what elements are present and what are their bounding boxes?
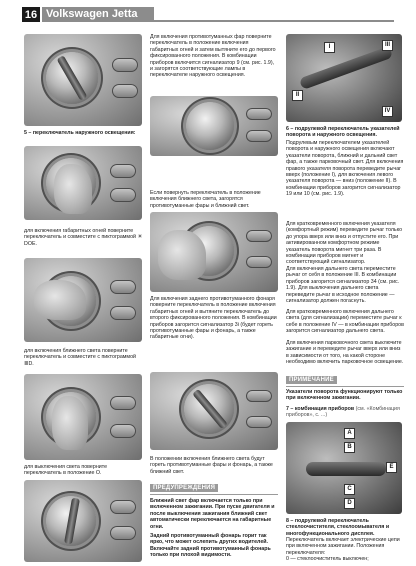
headlight-range-wheel: [246, 130, 272, 142]
right-paragraph-7: 0 — стеклоочиститель выключен;: [286, 556, 369, 562]
hand-on-knob: [158, 230, 206, 280]
headlight-range-wheel: [110, 188, 136, 202]
callout-II: II: [292, 90, 303, 101]
right-paragraph-3: Для включения дальнего света переместите рычаг от себя в положение III. В комбинации приборов загорится сигнализатор 34 (см. рис. 1.9). Для выключения дальнего света переведите рычаг в исходное положение — сигнализатор должен погаснуть.: [286, 266, 400, 305]
headlight-range-wheel: [110, 424, 136, 438]
warning-text-1: Ближний свет фар включается только при включенном зажигании. При пуске двигателя и после выключения зажигания ближний свет автоматически переключается на габаритные огни.: [150, 498, 275, 530]
photo-turn-signal-stalk: [286, 34, 402, 122]
photo-switch-pulled-1: [150, 96, 278, 156]
dimmer-wheel: [110, 396, 136, 410]
hand-on-knob: [54, 164, 92, 214]
caption-6: 6 – подрулевой переключатель указателей поворота и наружного освещения.: [286, 126, 400, 139]
note-rule: [286, 386, 404, 387]
note-text: Указатели поворота функционируют только при включенном зажигании.: [286, 389, 403, 402]
caption-lights-off: для выключения света поверните переключатель в положение O.: [24, 464, 108, 477]
caption-5: 5 – переключатель наружного освещения:: [24, 130, 136, 136]
dimmer-wheel: [110, 280, 136, 294]
warning-text-2: Задний противотуманный фонарь горит так ярко, что может ослепить других водителей. Включайте задний противотуманный фонарь только при плохой видимости.: [150, 533, 271, 559]
right-paragraph-4: Для кратковременного включения дальнего света (для сигнализации) переместите рычаг к себе в положение IV — в комбинации приборов загорится сигнализатор дальнего света.: [286, 309, 404, 335]
middle-paragraph-4: В положении включения ближнего света будут гореть противотуманные фары и фонарь, а также ближний свет.: [150, 456, 273, 475]
dimmer-wheel: [110, 500, 136, 514]
dimmer-wheel: [246, 230, 272, 242]
caption-7-title: 7 – комбинация приборов: [286, 406, 355, 412]
caption-7: [286, 406, 404, 419]
callout-A: A: [344, 428, 355, 439]
caption-7-reference: (см. «Комбинация приборов», с. ...): [286, 406, 400, 419]
photo-light-switch-3: [24, 258, 142, 342]
middle-paragraph-3: Для включения заднего противотуманного фонаря поверните переключатель в положение включения габаритных огней и вытяните переключатель до второго фиксированного положения. В комбинации приборов загорится сигнализатор 3i (будет гореть противотуманные фары и фонарь, а также габаритные огни).: [150, 296, 277, 341]
dimmer-wheel: [246, 108, 272, 120]
right-paragraph-2: Для кратковременного включения указателя (комфортный режим) переведите рычаг только до упора вверх или вниз и отпустите его. При активированном комфортном режиме указатель поворота мигнет три раза. В комбинации приборов мигнет и соответствующий сигнализатор.: [286, 221, 403, 266]
page-number: 16: [22, 7, 40, 22]
caption-8: 8 – подрулевой переключатель стеклоочистителя, стеклоомывателя и многофункционального дисплея.: [286, 518, 390, 537]
header-rule: [154, 20, 394, 22]
dimmer-wheel: [246, 390, 272, 402]
headlight-range-wheel: [112, 84, 138, 98]
warning-label: ПРЕДУПРЕЖДЕНИЯ: [150, 484, 218, 492]
callout-C: C: [344, 484, 355, 495]
callout-E: E: [386, 462, 397, 473]
note-label: ПРИМЕЧАНИЕ: [286, 376, 337, 384]
photo-wiper-stalk: [286, 422, 402, 514]
right-paragraph-1: Подрулевым переключателем указателей поворота и наружного освещения включают указатели поворота, ближний и дальний свет фар, а также парковочный свет. Для включения правого указателя поворота переведите рычаг вверх (положение I), для включения левого указателя поворота — вниз (положение II). В комбинации приборов загорится сигнализатор 19 или 10 (см. рис. 1.9).: [286, 140, 404, 198]
dimmer-wheel: [110, 164, 136, 178]
middle-paragraph-1: Для включения противотуманных фар поверните переключатель в положение включения габаритных огней и затем вытяните его до первого фиксированного положения. В комбинации приборов включится сигнализатор 9 (см. рис. 1.9), и загорятся соответствующие лампы в переключателе наружного освещения.: [150, 34, 276, 79]
callout-B: B: [344, 442, 355, 453]
stalk-lever: [299, 46, 393, 90]
warning-rule: [150, 494, 278, 495]
hand-on-knob: [34, 280, 86, 320]
callout-IV: IV: [382, 106, 393, 117]
caption-low-beam: для включения ближнего света поверните переключатель и совместите с пиктограммой ≣D.: [24, 348, 136, 367]
middle-paragraph-2: Если повернуть переключатель в положение включения ближнего света, загорятся противотуманные фары и ближний свет.: [150, 190, 261, 209]
photo-light-switch-5: [24, 480, 142, 562]
photo-light-switch-4: [24, 374, 142, 460]
photo-switch-pulled-2: [150, 212, 278, 292]
caption-parking-lights: для включения габаритных огней поверните переключатель и совместите с пиктограммой ☀DOE.: [24, 228, 143, 247]
wiper-lever: [306, 462, 386, 476]
callout-I: I: [324, 42, 335, 53]
headlight-range-wheel: [246, 256, 272, 268]
callout-D: D: [344, 498, 355, 509]
photo-switch-pulled-3: [150, 372, 278, 450]
photo-light-switch-2: [24, 146, 142, 220]
page-header: [0, 0, 416, 22]
headlight-range-wheel: [110, 526, 136, 540]
callout-III: III: [382, 40, 393, 51]
right-paragraph-5: Для включения парковочного света выключите зажигание и переведите рычаг вверх или вниз в зависимости от того, на какой стороне необходимо включить парковочное освещение.: [286, 340, 404, 366]
dimmer-wheel: [112, 58, 138, 72]
right-paragraph-6: Переключатель включает электрические цепи при включенном зажигании. Положения переключателя:: [286, 537, 400, 556]
light-switch-knob: [186, 102, 234, 150]
running-title: Volkswagen Jetta: [42, 7, 154, 22]
hand-on-knob: [52, 396, 88, 450]
photo-light-switch-1: [24, 34, 142, 126]
headlight-range-wheel: [246, 416, 272, 428]
headlight-range-wheel: [110, 306, 136, 320]
